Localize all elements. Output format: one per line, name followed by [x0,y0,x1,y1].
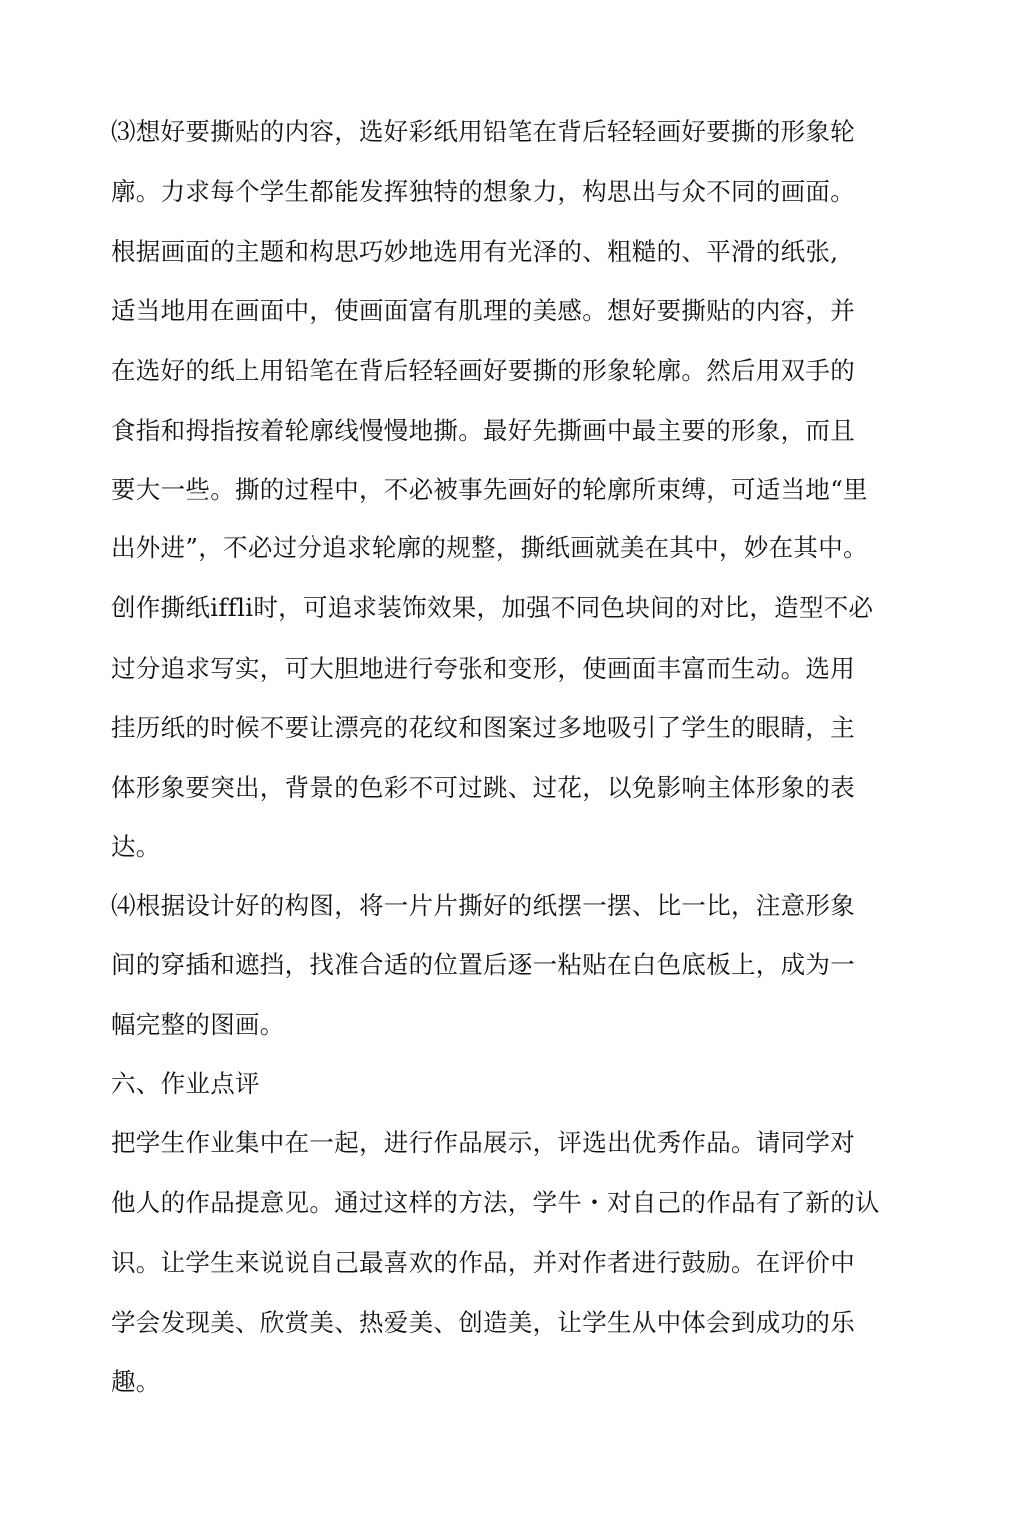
text-line: 趣。 [111,1367,161,1396]
text-line: 适当地用在画面中，使画面富有肌理的美感。想好要撕贴的内容，并 [111,296,855,325]
text-line: 食指和拇指按着轮廓线慢慢地撕。最好先撕画中最主要的形象，而且 [111,416,855,445]
text-line: 间的穿插和遮挡，找准合适的位置后逐一粘贴在白色底板上，成为一 [111,950,855,979]
text-line: 达。 [111,832,161,861]
text-line: 廓。力求每个学生都能发挥独特的想象力，构思出与众不同的画面。 [111,177,855,206]
text-line: ⑷根据设计好的构图，将一片片撕好的纸摆一摆、比一比，注意形象 [111,891,855,920]
text-line: ⑶想好要撕贴的内容，选好彩纸用铅笔在背后轻轻画好要撕的形象轮 [111,117,855,146]
text-line: 出外进”，不必过分追求轮廓的规整，撕纸画就美在其中，妙在其中。 [111,533,868,562]
text-line: 挂历纸的时候不要让漂亮的花纹和图案过多地吸引了学生的眼睛，主 [111,713,855,742]
text-line: 过分追求写实，可大胆地进行夸张和变形，使画面丰富而生动。选用 [111,654,855,683]
text-line: 要大一些。撕的过程中，不必被事先画好的轮廓所束缚，可适当地“里 [111,475,868,504]
text-line: 体形象要突出，背景的色彩不可过跳、过花，以免影响主体形象的表 [111,773,855,802]
text-line: 根据画面的主题和构思巧妙地选用有光泽的、粗糙的、平滑的纸张, [111,237,839,266]
text-line: 创作撕纸iffli时，可追求装饰效果，加强不同色块间的对比，造型不必 [111,593,874,622]
text-line: 学会发现美、欣赏美、热爱美、创造美，让学生从中体会到成功的乐 [111,1308,855,1337]
text-line: 识。让学生来说说自己最喜欢的作品，并对作者进行鼓励。在评价中 [111,1248,855,1277]
text-line: 在选好的纸上用铅笔在背后轻轻画好要撕的形象轮廓。然后用双手的 [111,356,855,385]
text-line: 把学生作业集中在一起，进行作品展示，评选出优秀作品。请同学对 [111,1128,855,1157]
text-line: 幅完整的图画。 [111,1010,285,1039]
text-line: 他人的作品提意见。通过这样的方法，学牛・对自己的作品有了新的认 [111,1188,880,1217]
section-heading: 六、作业点评 [111,1069,260,1098]
